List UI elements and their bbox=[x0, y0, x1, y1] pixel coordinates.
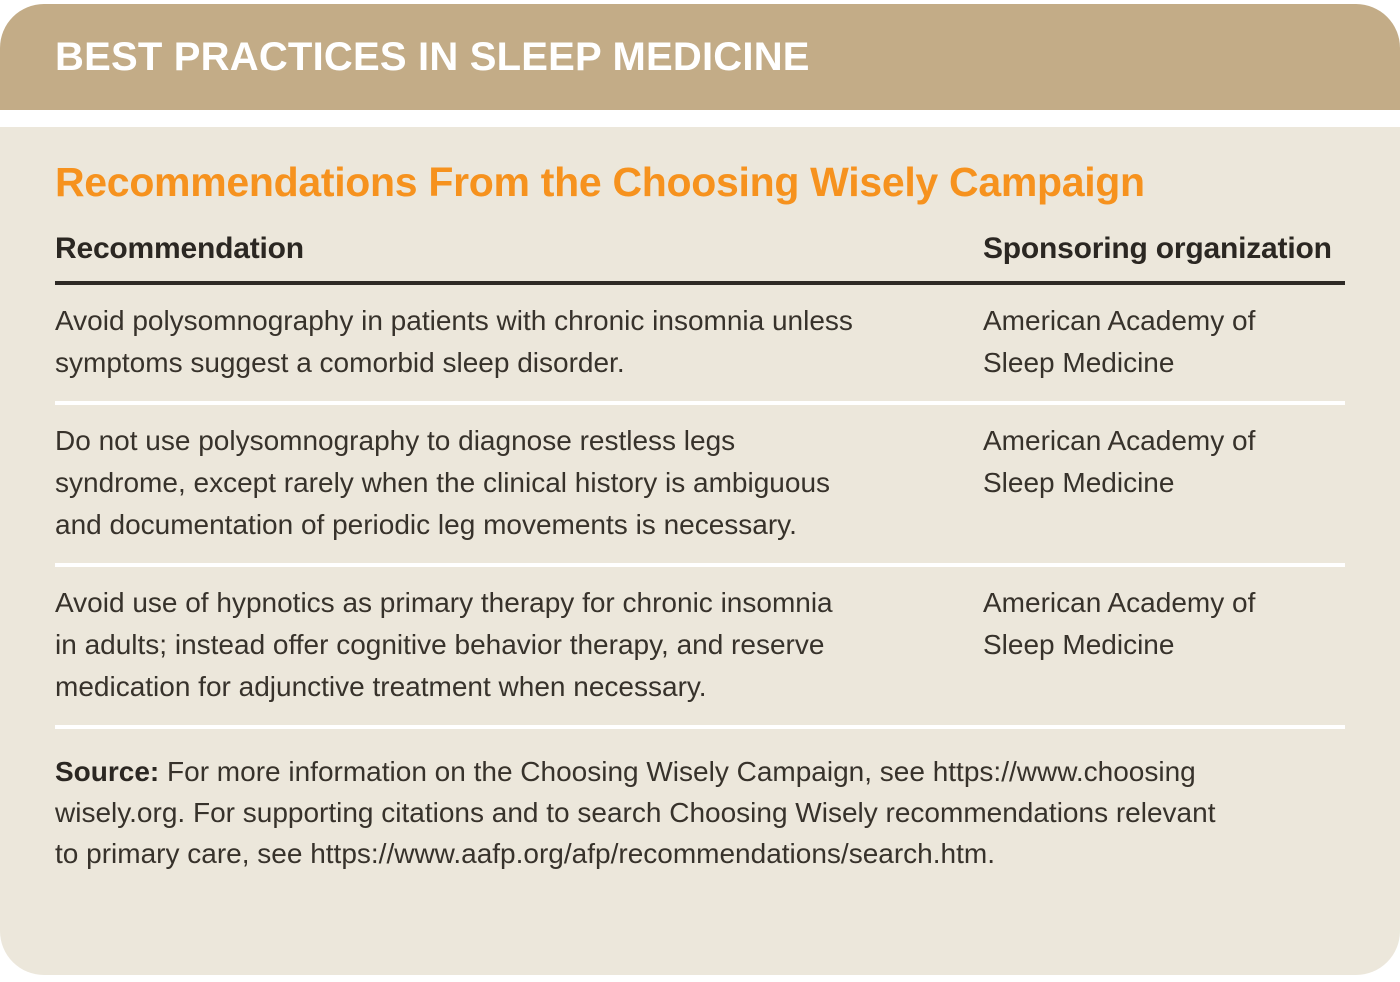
recommendations-table bbox=[55, 232, 1345, 729]
column-header-organization: Sponsoring organization bbox=[983, 232, 1345, 285]
source-text-line-1: For more information on the Choosing Wisely Campaign, see https://www.choosing bbox=[159, 756, 1196, 787]
table-row bbox=[55, 405, 1345, 567]
recommendation-cell: Avoid use of hypnotics as primary therapy for chronic insomnia in adults; instead offer cognitive behavior therapy, and reserve medication for adjunctive treatment when necessary. bbox=[55, 587, 833, 702]
band-divider bbox=[0, 110, 1400, 127]
table-row bbox=[55, 285, 1345, 405]
organization-cell: American Academy of Sleep Medicine bbox=[983, 587, 1256, 660]
organization-cell: American Academy of Sleep Medicine bbox=[983, 425, 1256, 498]
card-body bbox=[0, 127, 1400, 975]
source-note bbox=[55, 751, 1345, 874]
recommendation-cell: Do not use polysomnography to diagnose restless legs syndrome, except rarely when the clinical history is ambiguous and documentation of periodic leg movements is necessary. bbox=[55, 425, 831, 540]
recommendation-cell: Avoid polysomnography in patients with chronic insomnia unless symptoms suggest a comorbid sleep disorder. bbox=[55, 305, 853, 378]
source-text-line-3: to primary care, see https://www.aafp.org/afp/recommendations/search.htm. bbox=[55, 838, 995, 869]
table-header-row bbox=[55, 232, 1345, 285]
table-row bbox=[55, 567, 1345, 729]
header-band bbox=[0, 4, 1400, 110]
band-title: BEST PRACTICES IN SLEEP MEDICINE bbox=[55, 34, 810, 79]
source-label: Source: bbox=[55, 756, 160, 787]
column-header-recommendation: Recommendation bbox=[55, 232, 983, 285]
organization-cell: American Academy of Sleep Medicine bbox=[983, 305, 1256, 378]
best-practices-card bbox=[0, 4, 1400, 975]
source-text-line-2: wisely.org. For supporting citations and to search Choosing Wisely recommendations relevant bbox=[55, 797, 1216, 828]
source-line bbox=[55, 751, 1345, 792]
table-title: Recommendations From the Choosing Wisely Campaign bbox=[55, 159, 1145, 205]
